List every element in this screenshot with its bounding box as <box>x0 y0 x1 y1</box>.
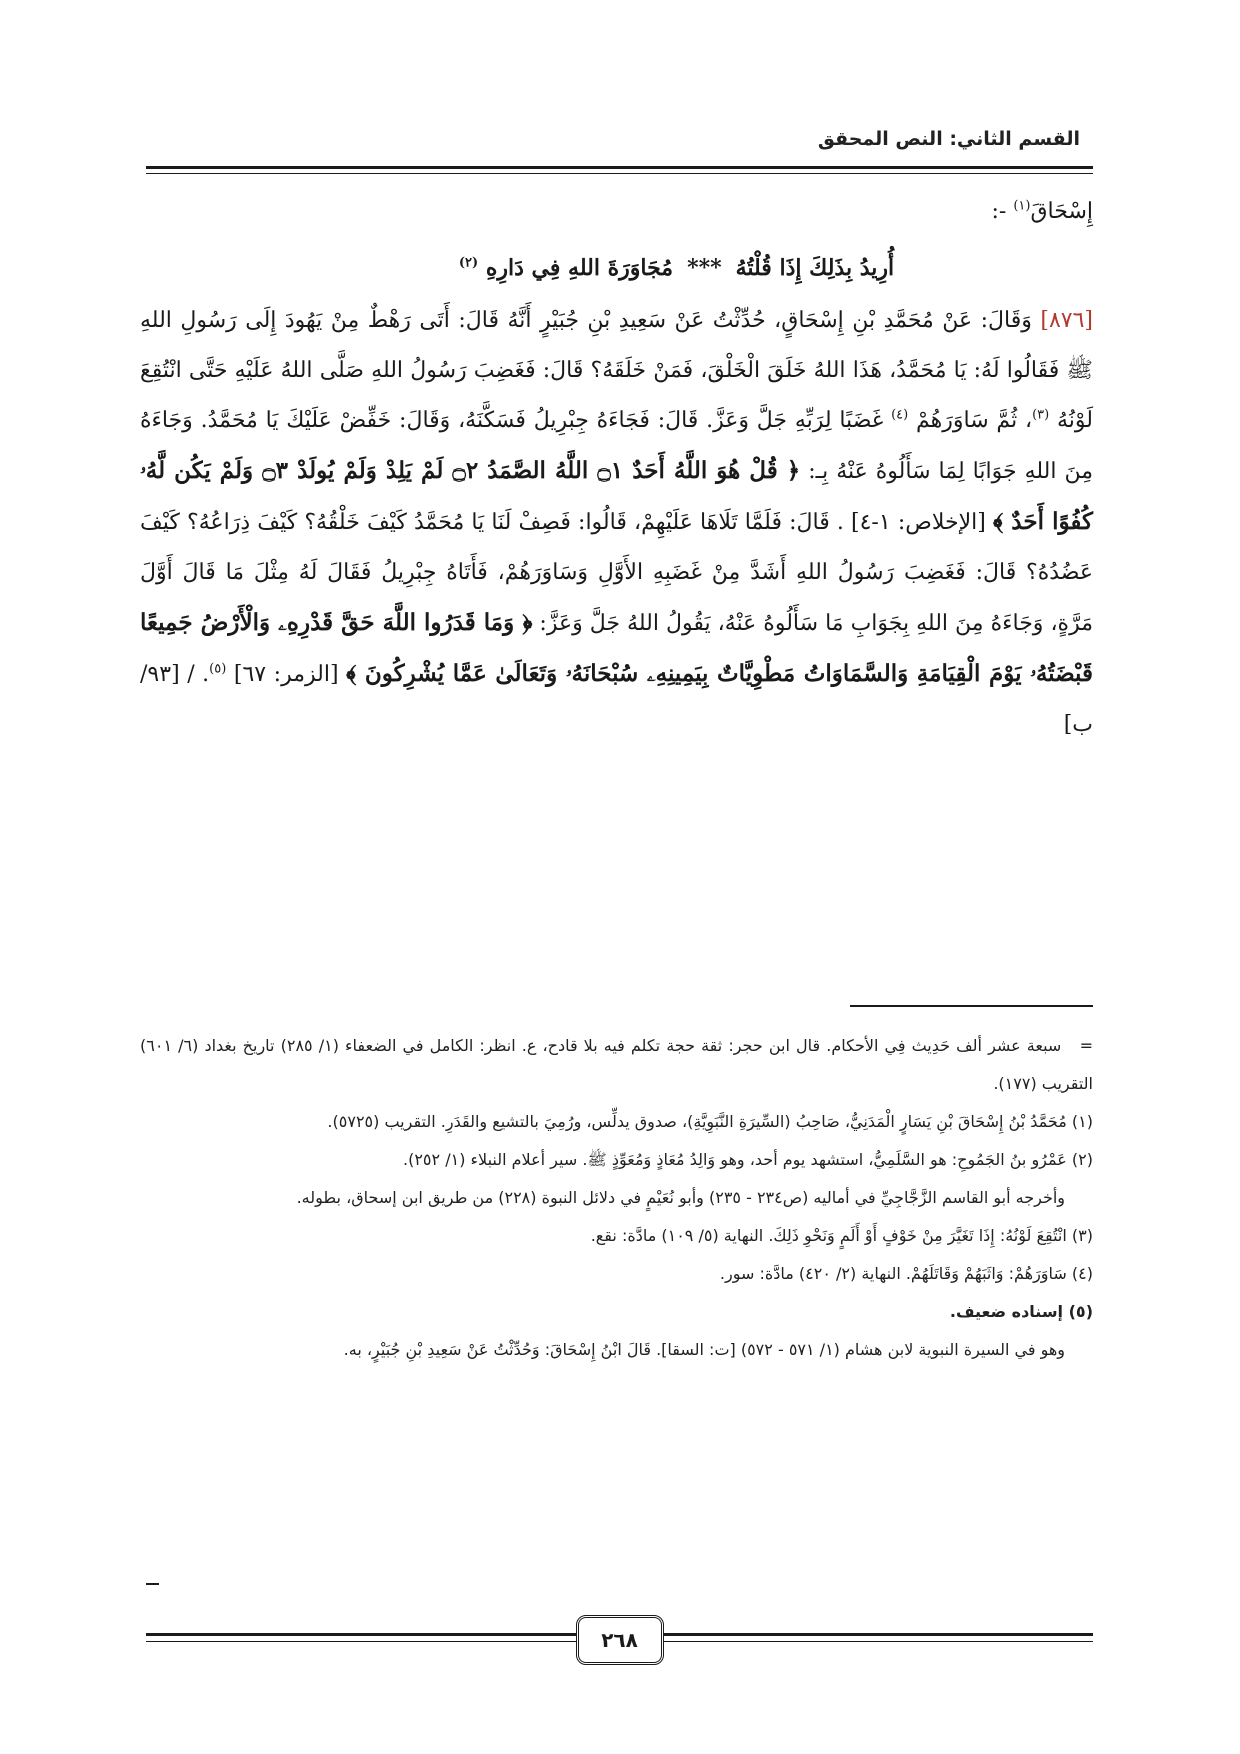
hadith-text-4: . قَالَ: فَلَمَّا تَلَاهَا عَلَيْهِمْ، قَالُوا: فَصِفْ لَنَا يَا مُحَمَّدُ كَيْفَ خَلْقُهُ؟ كَيْفَ ذِرَاعُهُ؟ كَيْفَ عَضُدُهُ؟ قَالَ: فَغَضِبَ رَسُولُ اللهِ أَشَدَّ مِنْ غَضَبِهِ الأَوَّلِ وَسَاوَرَهُمْ، فَأَتَاهُ جِبْرِيلُ فَقَالَ لَهُ مِثْلَ مَا قَالَ أَوَّلَ مَرَّةٍ، وَجَاءَهُ مِنَ اللهِ بِجَوَابِ مَا سَأَلُوهُ عَنْهُ، يَقُولُ اللهُ جَلَّ وَعَزَّ: <box>140 510 1094 636</box>
poem-verse <box>140 240 1093 296</box>
footnote <box>140 1141 1093 1179</box>
footnote-ref-1: (١) <box>1013 198 1031 214</box>
footnote-continuation <box>140 1331 1093 1369</box>
lead-tail: -: <box>991 199 1014 224</box>
footnote-text: مُحَمَّدُ بْنُ إِسْحَاقَ بْنِ يَسَارٍ الْمَدَنِيُّ، صَاحِبُ (السِّيرَةِ النَّبَوِيَّةِ)، صدوق يدلِّس، ورُمِيَ بالتشيع والقَدَرِ. التقريب (٥٧٢٥). <box>327 1112 1067 1131</box>
footnote-continuation <box>140 1179 1093 1217</box>
footer <box>146 1611 1093 1671</box>
footnote-text: إسناده ضعيف. <box>949 1302 1064 1321</box>
main-text <box>140 184 1093 750</box>
hadith-text-1: وَقَالَ: عَنْ مُحَمَّدِ بْنِ إِسْحَاقٍ، حُدِّثْتُ عَنْ سَعِيدِ بْنِ جُبَيْرٍ أَنَّهُ قَالَ: أَتَى رَهْطٌ مِنْ يَهُودَ إِلَى رَسُولِ اللهِ ﷺ فَقَالُوا لَهُ: يَا مُحَمَّدُ، هَذَا اللهُ خَلَقَ الْخَلْقَ، فَمَنْ خَلَقَهُ؟ قَالَ: فَغَضِبَ رَسُولُ اللهِ صَلَّى اللهُ عَلَيْهِ حَتَّى انْتُقِعَ لَوْنُهُ <box>140 308 1094 433</box>
quran-verse-ikhlas: ﴿ قُلْ هُوَ اللَّهُ أَحَدٌ ۝١ اللَّهُ الصَّمَدُ ۝٢ لَمْ يَلِدْ وَلَمْ يُولَدْ ۝٣ وَلَمْ يَكُن لَّهُۥ كُفُوًا أَحَدٌ ﴾ <box>140 457 1093 535</box>
hadith-number: [٨٧٦] <box>1040 308 1093 333</box>
header-rule-thin <box>146 173 1093 174</box>
footnote-marker: (٤) <box>1071 1264 1093 1283</box>
footnote <box>140 1255 1093 1293</box>
footnote-text: وأخرجه أبو القاسم الزَّجَّاجِيِّ في أماليه (ص٢٣٤ - ٢٣٥) وأبو نُعَيْمٍ في دلائل النبوة (٢٢٨) من طريق ابن إسحاق، بطوله. <box>296 1188 1065 1207</box>
footnote <box>140 1217 1093 1255</box>
continuation-dash <box>146 1583 159 1585</box>
lead-line <box>140 184 1093 240</box>
footnote <box>140 1027 1093 1103</box>
poem-hemistich-1: أُرِيدُ بِذَلِكَ إِذَا قُلْتُهُ <box>735 255 895 281</box>
footnote-text: سَاوَرَهُمْ: وَاثَبَهُمْ وَقَاتَلَهُمْ. النهاية (٢/ ٤٢٠) مادَّة: سور. <box>719 1264 1067 1283</box>
footnote-text: عَمْرُو بنُ الجَمُوحِ: هو السَّلَمِيُّ، استشهد يوم أحد، وهو وَالِدُ مُعَاذٍ وَمُعَوِّذٍ ﷺ. سير أعلام النبلاء (١/ ٢٥٢). <box>403 1150 1067 1169</box>
footnote-separator <box>850 1005 1093 1007</box>
footnote-ref-2: (٢) <box>458 255 479 271</box>
header-rule-thick <box>146 166 1093 169</box>
footnote-marker: = <box>1079 1036 1094 1055</box>
poem-separator: *** <box>687 255 722 281</box>
footnote <box>140 1293 1093 1331</box>
footnote-ref-3: (٣) <box>1032 407 1050 423</box>
quran-ref-zumar: [الزمر: ٦٧] <box>233 662 347 687</box>
footnote-text: سبعة عشر ألف حَدِيث فِي الأحكام. قال ابن حجر: ثقة حجة تكلم فيه بلا قادح، ع. انظر: الكامل في الضعفاء (١/ ٢٨٥) تاريخ بغداد (٦/ ٦٠١) التقريب (١٧٧). <box>140 1036 1093 1093</box>
footnote-marker: (٢) <box>1071 1150 1093 1169</box>
hadith-paragraph <box>140 296 1093 750</box>
lead-word: إِسْحَاقَ <box>1030 199 1093 224</box>
footnote-text: انْتُقِعَ لَوْنُهُ: إِذَا تَغَيَّرَ مِنْ خَوْفٍ أَوْ أَلَمٍ وَنَحْوِ ذَلِكَ. النهاية (٥/ ١٠٩) مادَّة: نقع. <box>590 1226 1067 1245</box>
page-number: ٢٦٨ <box>576 1615 664 1665</box>
hadith-text-2: ، ثُمَّ سَاوَرَهُمْ <box>916 408 1033 433</box>
footnote <box>140 1103 1093 1141</box>
footnote-text: وهو في السيرة النبوية لابن هشام (١/ ٥٧١ - ٥٧٢) [ت: السقا]. قَالَ ابْنُ إِسْحَاقَ: وَحُدِّثْتُ عَنْ سَعِيدِ بْنِ جُبَيْرٍ، به. <box>343 1340 1065 1359</box>
poem-hemistich-2: مُجَاوَرَةَ اللهِ فِي دَارِهِ <box>485 255 674 281</box>
footnote-marker: (٣) <box>1071 1226 1093 1245</box>
footnote-marker: (١) <box>1071 1112 1093 1131</box>
hadith-text-3: غَضَبًا لِرَبِّهِ جَلَّ وَعَزَّ. قَالَ: فَجَاءَهُ جِبْرِيلُ فَسَكَّنَهُ، وَقَالَ: خَفِّضْ عَلَيْكَ يَا مُحَمَّدُ. وَجَاءَهُ مِنَ اللهِ جَوَابًا لِمَا سَأَلُوهُ عَنْهُ بِـ: <box>140 408 1094 484</box>
footnote-marker: (٥) <box>1068 1302 1093 1321</box>
quran-verse-zumar: ﴿ وَمَا قَدَرُوا اللَّهَ حَقَّ قَدْرِهِۦ وَالْأَرْضُ جَمِيعًا قَبْضَتُهُۥ يَوْمَ الْقِيَامَةِ وَالسَّمَاوَاتُ مَطْوِيَّاتٌ بِيَمِينِهِۦ سُبْحَانَهُۥ وَتَعَالَىٰ عَمَّا يُشْرِكُونَ ﴾ <box>140 609 1093 687</box>
section-title: القسم الثاني: النص المحقق <box>817 128 1080 150</box>
quran-ref-ikhlas: [الإخلاص: ١-٤] <box>851 510 993 535</box>
footnotes <box>140 1027 1093 1369</box>
footnote-ref-5: (٥) <box>209 661 227 677</box>
footnote-ref-4: (٤) <box>891 407 909 423</box>
manuscript-folio: . / [٩٣/ ب] <box>140 662 1093 737</box>
